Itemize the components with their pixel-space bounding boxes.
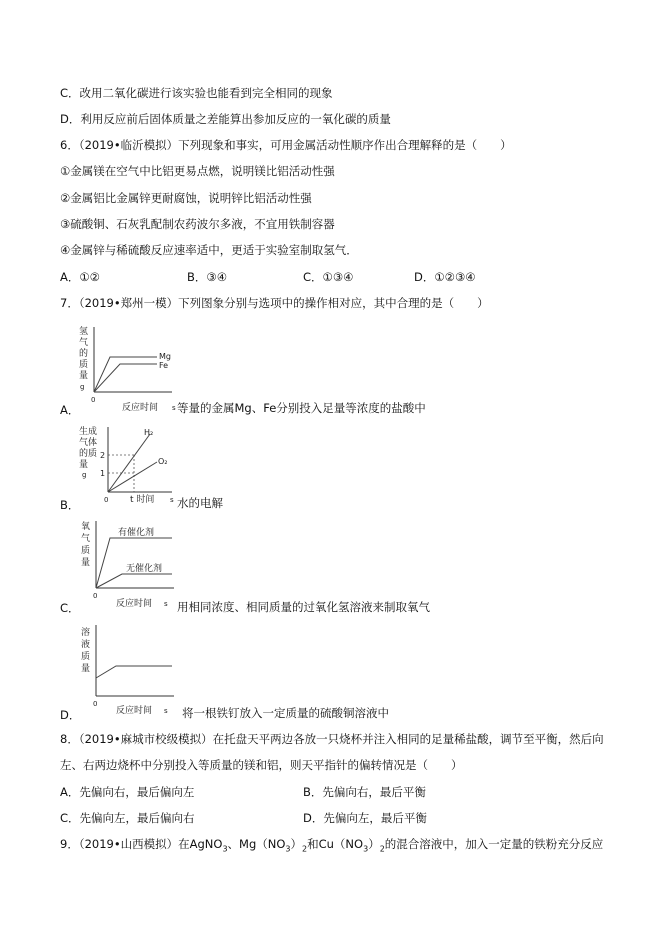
graph-b	[72, 422, 182, 512]
q7-option-b-desc: 水的电解	[177, 496, 223, 510]
q9-stem-suffix: 的混合溶液中，加入一定量的铁粉充分反应	[384, 837, 604, 851]
q7-stem: 7．（2019•郑州一模）下列图象分别与选项中的操作相对应，其中合理的是（ ）	[60, 296, 489, 310]
graph-c-xlabel: 反应时间	[116, 599, 153, 609]
graph-b-o2-label: O₂	[158, 457, 168, 466]
graph-d-ylabel-1: 溶	[81, 628, 91, 638]
graph-d-ylabel-3: 质	[81, 652, 91, 662]
q6-item-1: ①金属镁在空气中比铝更易点燃，说明镁比铝活动性强	[60, 164, 335, 178]
q7-option-d-desc: 将一根铁钉放入一定质量的硫酸铜溶液中	[182, 706, 389, 720]
graph-c-catalyst-label: 有催化剂	[118, 528, 155, 538]
graph-b-tick-1: 1	[100, 469, 106, 478]
q6-option-c: C．①③④	[303, 270, 354, 284]
q9-sub-5: 2	[379, 844, 385, 854]
q9-stem	[60, 836, 603, 857]
q9-sub-4: 3	[363, 844, 369, 854]
q9-stem-mid-3: 和Cu（NO	[307, 837, 364, 851]
q8-stem-line1: 8．（2019•麻城市校级模拟）在托盘天平两边各放一只烧杯并注入相同的足量稀盐酸，调节至平衡，然后向	[60, 732, 604, 746]
graph-b-ylabel-3: 的质	[79, 449, 98, 459]
graph-a-fe-label: Fe	[159, 361, 169, 370]
q9-stem-prefix: 9．（2019•山西模拟）在AgNO	[60, 837, 223, 851]
graph-c-ylabel-2: 气	[81, 534, 91, 544]
q8-option-b: B．先偏向右，最后平衡	[303, 785, 426, 799]
graph-a-ylabel-1: 氢	[79, 327, 89, 337]
q9-sub-2: 3	[285, 844, 291, 854]
q6-item-4: ④金属锌与稀硫酸反应速率适中，更适于实验室制取氢气．	[60, 243, 358, 257]
graph-a-ylabel-5: 量	[79, 371, 89, 381]
graph-b-ylabel-4: 量	[79, 460, 89, 470]
q9-sub-3: 2	[302, 844, 308, 854]
q6-option-b: B．③④	[187, 270, 228, 284]
q6-stem: 6．（2019•临沂模拟）下列现象和事实，可用金属活动性顺序作出合理解释的是（ ）	[60, 138, 512, 152]
q8-option-d: D．先偏向左，最后平衡	[303, 811, 427, 825]
graph-a-xunit: s	[172, 404, 176, 412]
graph-c-ylabel-4: 量	[81, 558, 91, 568]
graph-c-ylabel-1: 氧	[81, 522, 91, 532]
q9-stem-mid-2: ）	[290, 837, 303, 851]
graph-c-ylabel-3: 质	[81, 546, 91, 556]
graph-c-nocatalyst-label: 无催化剂	[126, 564, 163, 574]
graph-c-nocatalyst-line	[96, 574, 172, 588]
graph-a-mg-label: Mg	[159, 352, 171, 361]
q7-option-c-letter: C．	[60, 601, 80, 615]
q8-option-a: A．先偏向右，最后偏向左	[60, 785, 195, 799]
q9-stem-mid-4: ）	[368, 837, 380, 851]
q9-sub-1: 3	[222, 844, 228, 854]
graph-b-o2-line	[108, 462, 157, 492]
q7-option-b-letter: B．	[60, 498, 80, 512]
graph-d	[72, 620, 182, 718]
graph-b-xunit: s	[170, 496, 174, 504]
graph-a-yunit: g	[80, 383, 85, 391]
graph-b-origin: 0	[104, 496, 109, 504]
graph-d-xunit: s	[164, 707, 168, 715]
q6-option-a: A．①②	[60, 270, 100, 284]
graph-a-ylabel-4: 质	[79, 360, 89, 370]
q9-stem-mid-1: 、Mg（NO	[227, 837, 286, 851]
graph-b-tick-2: 2	[100, 451, 106, 460]
graph-b-xlabel: t 时间	[130, 495, 155, 505]
q5-option-d: D．利用反应前后固体质量之差能算出参加反应的一氧化碳的质量	[60, 112, 391, 126]
graph-a	[72, 322, 182, 416]
graph-d-xlabel: 反应时间	[116, 706, 153, 716]
q6-item-3: ③硫酸铜、石灰乳配制农药波尔多液，不宜用铁制容器	[60, 217, 335, 231]
graph-a-ylabel-3: 的	[79, 349, 89, 359]
graph-c	[72, 516, 182, 611]
graph-a-ylabel-2: 气	[79, 338, 89, 348]
graph-d-origin: 0	[93, 700, 98, 708]
q8-stem-line2: 左、右两边烧杯中分别投入等质量的镁和铝，则天平指针的偏转情况是（ ）	[60, 758, 463, 772]
q7-option-a-letter: A．	[60, 403, 80, 417]
graph-b-ylabel-1: 生成	[79, 427, 98, 437]
q6-item-2: ②金属铝比金属锌更耐腐蚀，说明锌比铝活动性强	[60, 191, 312, 205]
graph-b-h2-label: H₂	[144, 428, 154, 437]
graph-a-xlabel: 反应时间	[122, 403, 159, 413]
q7-option-c-desc: 用相同浓度、相同质量的过氧化氢溶液来制取氧气	[177, 600, 430, 614]
graph-d-ylabel-2: 液	[81, 640, 91, 650]
q7-option-d-letter: D．	[60, 708, 81, 722]
graph-c-origin: 0	[93, 592, 98, 600]
graph-b-yunit: g	[82, 471, 87, 479]
graph-a-origin: 0	[91, 396, 96, 404]
graph-c-xunit: s	[164, 600, 168, 608]
graph-c-catalyst-line	[96, 538, 172, 588]
graph-d-solution-line	[96, 666, 172, 678]
q5-option-c: C．改用二氧化碳进行该实验也能看到完全相同的现象	[60, 86, 333, 100]
q8-option-c: C．先偏向左，最后偏向右	[60, 811, 195, 825]
graph-b-ylabel-2: 气体	[79, 438, 98, 448]
graph-a-fe-line	[94, 364, 157, 392]
graph-d-ylabel-4: 量	[81, 664, 91, 674]
q6-option-d: D．①②③④	[414, 270, 476, 284]
graph-b-h2-line	[108, 434, 150, 492]
q7-option-a-desc: 等量的金属Mg、Fe分别投入足量等浓度的盐酸中	[177, 401, 426, 415]
graph-a-mg-line	[94, 357, 157, 392]
